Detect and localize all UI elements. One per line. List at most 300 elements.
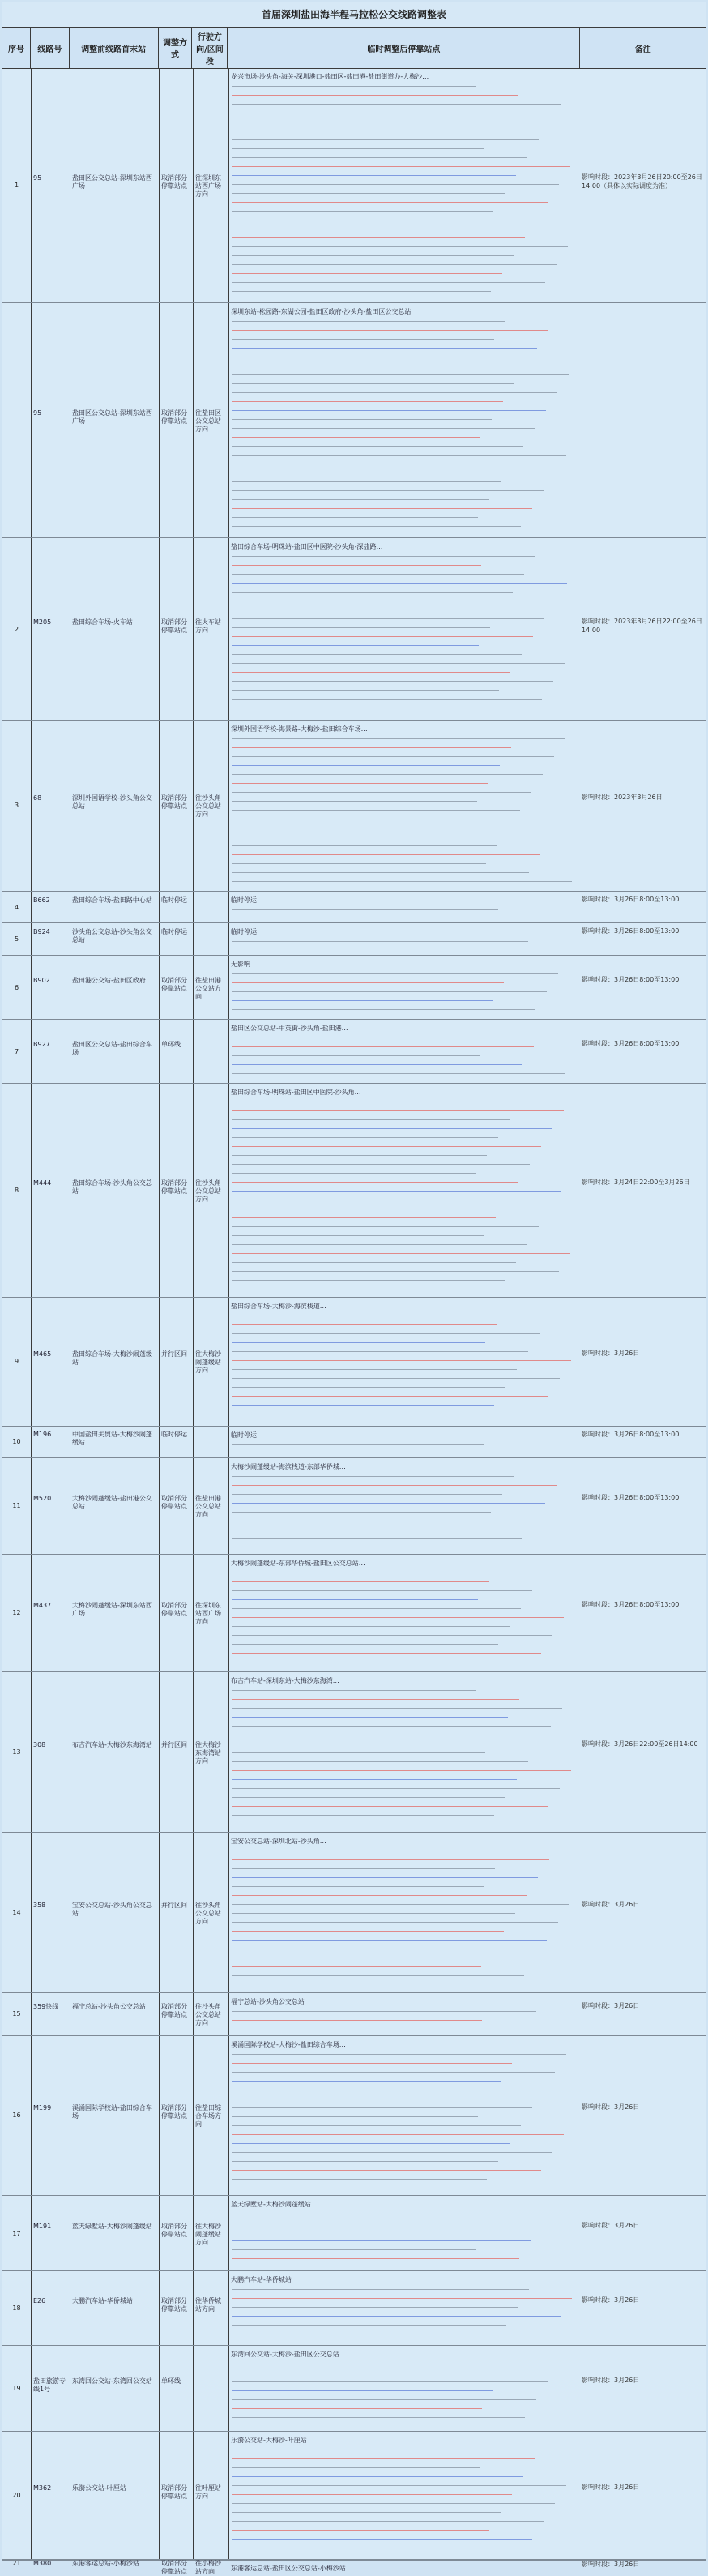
row-note: 影响时段：2023年3月26日20:00至26日14:00（具体以实际调度为准） [582,173,702,190]
adjusted-stops: 东湾回公交站-大梅沙-盐田区公交总站… [231,2351,346,2359]
stop-text-line [232,2467,480,2468]
route-number: B927 [33,1040,50,1048]
table-row [2,956,706,1020]
stop-text-line [232,2530,489,2531]
adjusted-stops: 龙兴市场-沙头角-海关-深圳港口-盐田区-盐田港-盐田街道办-大梅沙… [231,73,429,80]
stop-text-line [232,517,478,518]
stop-text-line [232,1226,539,1227]
stop-text-line [232,2417,525,2418]
table-row [2,1298,706,1426]
stop-text-line [232,86,476,87]
row-seq: 12 [12,1609,21,1617]
row-note: 影响时段：3月26日 [582,1900,640,1908]
table-body [2,68,706,2575]
stop-text-line [232,1000,493,1001]
row-note: 影响时段：3月26日22:00至26日14:00 [582,1739,698,1748]
stop-text-line [232,246,568,247]
direction: 往叶厘站方向 [195,2484,221,2500]
direction: 往盐田区公交总站方向 [195,409,221,434]
stop-text-line [232,2161,498,2162]
stop-text-line [232,1182,518,1183]
direction: 往火车站方向 [195,618,221,634]
direction: 往华侨城站方向 [195,2296,221,2313]
stop-text-line [232,273,502,274]
stop-text-line [232,383,514,384]
stop-text-line [232,756,554,757]
route-number: 358 [33,1901,46,1909]
stop-text-line [232,1966,481,1967]
row-seq: 3 [14,802,19,810]
adjust-method: 取消部分停靠站点 [161,2484,187,2500]
stop-text-line [232,627,490,628]
row-note: 影响时段：3月26日 [582,1350,640,1358]
table-row [2,1427,706,1459]
adjust-method: 临时停运 [161,896,187,904]
stop-text-line [232,211,493,212]
stop-text-line [232,774,543,775]
table-header-row [2,28,706,69]
row-note: 影响时段：3月24日22:00至3月26日 [582,1179,690,1187]
adjust-method: 取消部分停靠站点 [161,2104,187,2120]
stop-text-line [232,1931,504,1932]
row-note: 影响时段：3月26日8:00至13:00 [582,1601,680,1609]
stop-text-line [232,2081,501,2082]
stop-text-line [232,2476,523,2477]
direction: 往盐田港公交站方向 [195,976,221,1000]
stop-text-line [232,1378,560,1379]
stop-text-line [232,1485,557,1486]
stop-text-line [232,1055,480,1056]
route-number: M437 [33,1602,52,1610]
stop-text-line [232,166,570,167]
row-note: 影响时段：3月26日8:00至13:00 [582,895,680,903]
stop-text-line [232,618,544,619]
route-terminals: 沙头角公交总站-沙头角公交总站 [72,928,152,944]
route-number: B662 [33,896,50,904]
adjust-method: 取消部分停靠站点 [161,2560,187,2575]
stop-text-line [232,481,501,482]
stop-text-line [232,1146,541,1147]
stop-text-line [232,2249,476,2250]
stop-text-line [232,1859,549,1860]
adjust-method: 取消部分停靠站点 [161,1179,187,1196]
row-note: 影响时段：3月26日8:00至13:00 [582,1430,680,1438]
route-number: M205 [33,618,52,626]
stop-text-line [232,2258,519,2259]
header-route: 线路号 [31,28,70,68]
stop-text-line [232,973,558,974]
stop-text-line [232,237,525,238]
stop-text-line [232,419,492,420]
row-seq: 6 [14,983,19,991]
stop-text-line [232,1128,552,1129]
direction: 往沙头角公交总站方向 [195,2003,221,2027]
stop-text-line [232,672,510,673]
stop-text-line [232,941,528,942]
stop-text-line [232,1635,552,1636]
stop-text-line [232,1608,521,1609]
table-row [2,1993,706,2036]
stop-text-line [232,909,498,910]
stop-text-line [232,2011,536,2012]
stop-text-line [232,148,484,149]
stop-text-line [232,1351,528,1352]
route-number: 68 [33,794,42,802]
row-seq: 8 [14,1187,19,1195]
stop-text-line [232,339,494,340]
stop-text-line [232,437,480,438]
stop-text-line [232,255,514,256]
stop-text-line [232,321,505,322]
route-terminals: 盐田综合车场-大梅沙闹蓬缓站 [72,1350,152,1367]
stop-text-line [232,1396,548,1397]
stop-text-line [232,2494,512,2495]
stop-text-line [232,1494,502,1495]
stop-text-line [232,1191,561,1192]
stop-text-line [232,2143,510,2144]
stop-text-line [232,810,520,811]
stop-text-line [232,681,553,682]
stop-text-line [232,1895,527,1896]
stop-text-line [232,2170,541,2171]
stop-text-line [232,645,479,646]
row-seq: 2 [14,625,19,633]
stop-text-line [232,565,481,566]
adjusted-stops: 福宁总站-沙头角公交总站 [231,1997,305,2005]
stop-text-line [232,1868,495,1869]
stop-text-line [232,2399,536,2400]
stop-text-line [232,1503,545,1504]
row-note: 影响时段：3月26日 [582,2002,640,2010]
route-terminals: 盐田港公交站-盐田区政府 [72,976,146,984]
table-row [2,1833,706,1993]
route-number: 359快线 [33,2003,59,2011]
stop-text-line [232,1476,514,1477]
stop-text-line [232,845,497,846]
route-terminals: 布吉汽车站-大梅沙东海湾站 [72,1740,152,1748]
stop-text-line [232,1815,494,1816]
stop-text-line [232,1626,510,1627]
adjusted-stops: 宝安公交总站-深圳北站-沙头角… [231,1837,326,1845]
stop-text-line [232,1262,516,1263]
route-number: E26 [33,2296,46,2304]
header-direction: 行驶方向/区间段 [192,28,228,68]
row-note: 影响时段：3月26日8:00至13:00 [582,975,680,983]
row-note: 影响时段：3月26日 [582,2221,640,2229]
stop-text-line [232,1581,489,1582]
stop-text-line [232,1217,496,1218]
stop-text-line [232,410,546,411]
stop-text-line [232,2020,482,2021]
adjusted-stops: 蓝天绿墅站-大梅沙闹蓬缓站 [231,2201,311,2209]
stop-text-line [232,636,533,637]
adjust-method: 并行区间 [161,1350,187,1359]
table-row [2,2036,706,2197]
adjusted-stops: 溪涌国际学校站-大梅沙-盐田综合车场… [231,2040,346,2048]
route-number: M199 [33,2104,52,2112]
route-terminals: 中国盐田关贸站-大梅沙闹蓬缓站 [72,1431,152,1447]
adjust-method: 并行区间 [161,1740,187,1748]
row-note: 影响时段：2023年3月26日 [582,794,663,802]
row-note: 影响时段：3月26日 [582,2561,640,2568]
stop-text-line [232,1244,527,1245]
stop-text-line [232,2107,532,2108]
stop-text-line [232,508,532,509]
stop-text-line [232,1617,564,1618]
stop-text-line [232,1444,484,1445]
route-number: B902 [33,976,50,984]
stop-text-line [232,2521,544,2522]
stop-text-line [232,1173,476,1174]
route-terminals: 溪涌国际学校站-盐田综合车场 [72,2104,152,2120]
row-seq: 9 [14,1358,19,1366]
stop-text-line [232,690,499,691]
adjusted-stops: 大鹏汽车站-华侨城站 [231,2275,292,2283]
stop-text-line [232,1137,498,1138]
route-terminals: 大梅沙闹蓬缓站-盐田港公交总站 [72,1495,152,1511]
row-seq: 4 [14,903,19,911]
route-terminals: 东湾回公交站-东湾回公交站 [72,2377,152,2385]
route-number: 308 [33,1740,46,1748]
adjust-method: 取消部分停靠站点 [161,976,187,992]
adjusted-stops: 盐田综合车场-明珠站-盐田区中医院-沙头角-深盐路… [231,543,383,551]
stop-text-line [232,982,504,983]
header-method: 调整方式 [159,28,193,68]
adjust-method: 取消部分停靠站点 [161,2003,187,2019]
header-note: 备注 [634,45,651,54]
stop-text-line [232,428,535,429]
row-seq: 17 [12,2229,21,2237]
stop-text-line [232,446,523,447]
row-seq: 21 [12,2560,21,2567]
direction: 往大梅沙闹蓬缓站方向 [195,2222,221,2246]
table-row [2,2196,706,2270]
adjust-method: 并行区间 [161,1901,187,1909]
table-row [2,2271,706,2346]
stop-text-line [232,2054,566,2055]
adjusted-stops: 深圳东站-松园路-东湖公园-盐田区政府-沙头角-盐田区公交总站 [231,308,412,316]
table-row [2,2346,706,2432]
row-note: 影响时段：3月26日8:00至13:00 [582,1494,680,1502]
stop-text-line [232,854,540,855]
row-note: 影响时段：3月26日8:00至13:00 [582,1039,680,1047]
stop-text-line [232,1913,515,1914]
stop-text-line [232,202,548,203]
stop-text-line [232,991,547,992]
stop-text-line [232,1512,491,1513]
stop-text-line [232,2539,532,2540]
route-number: M465 [33,1350,52,1359]
route-number: M380 [33,2560,52,2567]
table-row [2,303,706,538]
row-seq: 1 [14,182,19,190]
stop-text-line [232,1387,505,1388]
stop-text-line [232,291,491,292]
stop-text-line [232,738,565,739]
route-terminals: 盐田区公交总站-深圳东站西广场 [72,174,152,190]
stop-text-line [232,2503,555,2504]
stop-text-line [232,2381,548,2382]
direction: 往小梅沙站方向 [195,2560,221,2575]
row-seq: 11 [12,1502,21,1510]
table-row [2,923,706,956]
stop-text-line [232,2134,564,2135]
route-terminals: 盐田综合车场-盐田路中心站 [72,896,152,904]
adjust-method: 单环线 [161,1040,181,1048]
stop-text-line [232,282,545,283]
stop-text-line [232,583,567,584]
route-terminals: 蓝天绿墅站-大梅沙闹蓬缓站 [72,2222,152,2230]
row-seq: 15 [12,2010,21,2018]
adjusted-stops: 布吉汽车站-深圳东站-大梅沙东海湾… [231,1676,339,1684]
stop-text-line [232,2485,566,2486]
table-row [2,721,706,892]
stop-text-line [232,1405,494,1406]
stop-text-line [232,526,521,527]
stop-text-line [232,556,535,557]
adjusted-stops: 临时停运 [231,1431,257,1439]
adjust-method: 取消部分停靠站点 [161,1495,187,1511]
stop-text-line [232,1538,522,1539]
route-terminals: 盐田区公交总站-盐田综合车场 [72,1040,152,1056]
stop-text-line [232,1644,498,1645]
direction: 往盐田港公交总站方向 [195,1495,221,1519]
stop-text-line [232,1653,541,1654]
route-terminals: 大梅沙闹蓬缓站-深圳东站西广场 [72,1602,152,1618]
stop-text-line [232,330,548,331]
adjust-method: 临时停运 [161,1431,187,1439]
table-row [2,538,706,720]
stop-text-line [232,1369,517,1370]
direction: 往沙头角公交总站方向 [195,1901,221,1925]
direction: 往深圳东站西广场方向 [195,174,221,199]
stop-text-line [232,1280,505,1281]
stop-text-line [232,1155,487,1156]
header-seq: 序号 [2,28,31,68]
stop-text-line [232,1922,558,1923]
adjust-method: 临时停运 [161,928,187,936]
stop-text-line [232,1253,570,1254]
stop-text-line [232,1806,548,1807]
stop-text-line [232,2298,572,2299]
stop-text-line [232,2512,501,2513]
adjusted-stops: 东港客运总站-盐田区公交总站-小梅沙站 [231,2565,346,2572]
stop-text-line [232,1770,571,1771]
stop-text-line [232,175,516,176]
stop-text-line [232,1886,484,1887]
stop-text-line [232,1699,519,1700]
table-row [2,68,706,303]
stop-text-line [232,1235,484,1236]
stop-text-line [232,574,524,575]
adjusted-stops: 盐田区公交总站-中英街-沙头角-盐田港… [231,1025,348,1033]
stop-text-line [232,592,513,593]
adjusted-stops: 乐漪公交站-大梅沙-叶厘站 [231,2436,307,2444]
stop-text-line [232,654,522,655]
route-number: 盐田旅游专线1号 [33,2377,66,2393]
stop-text-line [232,872,529,873]
stop-text-line [232,1690,476,1691]
stop-text-line [232,1064,522,1065]
stop-text-line [232,2458,535,2459]
adjust-method: 取消部分停靠站点 [161,174,187,190]
row-note: 影响时段：3月26日 [582,2483,640,2491]
adjust-method: 单环线 [161,2377,181,2385]
direction: 往沙头角公交总站方向 [195,794,221,819]
stop-text-line [232,348,537,349]
route-number: M520 [33,1495,52,1503]
stop-text-line [232,1164,530,1165]
stop-text-line [232,2072,555,2073]
route-terminals: 盐田综合车场-沙头角公交总站 [72,1179,152,1196]
stop-text-line [232,2116,478,2117]
adjusted-stops: 大梅沙闹蓬缓站-海滨栈道-东部华侨城… [231,1463,346,1471]
stop-text-line [232,2240,531,2241]
stop-text-line [232,1046,534,1047]
row-seq: 18 [12,2304,21,2312]
stop-text-line [232,2152,552,2153]
stop-text-line [232,1590,532,1591]
stop-text-line [232,2390,493,2391]
stop-text-line [232,1119,510,1120]
table-row [2,1458,706,1555]
stop-text-line [232,1110,564,1111]
row-seq: 20 [12,2491,21,2499]
adjusted-stops: 临时停运 [231,896,257,904]
route-number: M191 [33,2222,52,2230]
stop-text-line [232,792,531,793]
stop-text-line [232,1726,551,1727]
adjusted-stops: 深圳外国语学校-海景路-大梅沙-盐田综合车场… [231,725,368,733]
route-terminals: 盐田区公交总站-深圳东站西广场 [72,409,152,426]
stop-text-line [232,1752,485,1753]
stop-text-line [232,1009,535,1010]
stop-text-line [232,193,505,194]
direction: 往沙头角公交总站方向 [195,1179,221,1204]
stop-text-line [232,1342,485,1343]
row-seq: 14 [12,1908,21,1916]
route-number: B924 [33,928,50,936]
row-note: 影响时段：3月26日 [582,2376,640,2384]
adjusted-stops: 无影响 [231,961,250,969]
stop-text-line [232,104,561,105]
route-terminals: 深圳外国语学校-沙头角公交总站 [72,794,152,811]
row-note: 影响时段：3月26日 [582,2103,640,2112]
stop-text-line [232,264,557,265]
stop-text-line [232,2289,529,2290]
stop-text-line [232,1271,559,1272]
stop-text-line [232,1940,547,1941]
row-seq: 19 [12,2384,21,2392]
stop-text-line [232,1360,571,1361]
stop-text-line [232,392,557,393]
table-row [2,1020,706,1084]
stop-text-line [232,499,489,500]
stop-text-line [232,157,527,158]
stop-text-line [232,1904,569,1905]
table-row [2,1672,706,1833]
stop-text-line [232,2125,521,2126]
stop-text-line [232,374,569,375]
stop-text-line [232,1788,560,1789]
stop-text-line [232,2063,512,2064]
direction: 往大梅沙东海湾站方向 [195,1740,221,1765]
stop-text-line [232,139,539,140]
row-note: 影响时段：3月26日 [582,2296,640,2304]
stop-text-line [232,1708,562,1709]
table-row [2,1084,706,1298]
adjustment-table [2,2,706,2575]
